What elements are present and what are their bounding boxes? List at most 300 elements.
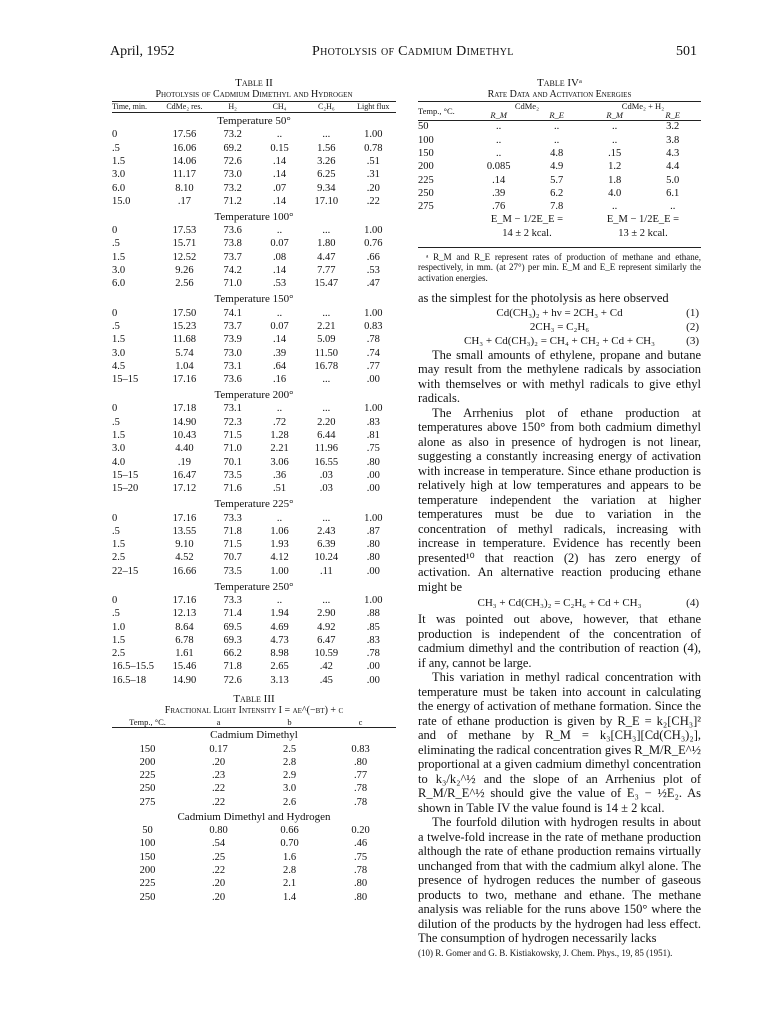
table2-row [112, 416, 396, 429]
table3-cell: .20 [211, 878, 226, 890]
table2-row [112, 195, 396, 208]
table2-cell: 1.93 [270, 539, 289, 551]
table4-row [418, 187, 701, 200]
table2-cell: 15.46 [172, 661, 197, 673]
right-column [418, 78, 701, 958]
table4-cell: .14 [492, 174, 506, 186]
running-title: Photolysis of Cadmium Dimethyl [312, 44, 514, 59]
table2-cell: 69.3 [223, 634, 242, 646]
table-4 [418, 101, 701, 241]
table2-cell: ... [322, 595, 331, 606]
table2-cell: 73.2 [223, 129, 242, 141]
table2-cell: .14 [272, 169, 287, 181]
table4-cell: 50 [418, 121, 429, 133]
paragraph-3: It was pointed out above, however, that ethane production is independent of the concentration of cadmium dimethyl and the contribution of reaction (4), if any, cannot be large. [418, 612, 701, 670]
table2-section-heading: Temperature 150° [214, 293, 294, 306]
table2-cell: .53 [366, 265, 380, 277]
table2-col-2: H₂ [209, 102, 257, 113]
table3-cell: 50 [142, 825, 153, 837]
table2-row [112, 156, 396, 169]
table3-cell: .22 [211, 864, 226, 876]
table2-cell: 0.15 [270, 142, 289, 154]
table3-col-3: c [325, 717, 396, 728]
table4-cell: 5.7 [550, 174, 564, 186]
table2-cell: 12.13 [172, 608, 197, 620]
table2-cell: .51 [272, 483, 287, 495]
table4-cell: .. [670, 201, 676, 213]
table2-col-5: Light flux [351, 102, 397, 113]
table3-cell: 0.17 [209, 743, 228, 755]
table3-section-heading: Cadmium Dimethyl [210, 729, 298, 742]
table2-row [112, 456, 396, 469]
table2-cell: 16.78 [314, 360, 339, 372]
table2-cell: 0.78 [364, 142, 383, 154]
table2-cell: 15.0 [112, 195, 131, 207]
table2-row [112, 648, 396, 661]
table2-cell: 2.90 [317, 608, 336, 620]
table3-cell: 100 [139, 838, 156, 850]
table3-cell: 0.66 [280, 825, 299, 837]
equation-3-text: CH₃ + Cd(CH₃)₂ = CH₄ + CH₂ + Cd + CH₃ [464, 334, 655, 347]
table2-section-heading: Temperature 200° [214, 389, 294, 402]
table3-cell: 1.4 [282, 891, 297, 903]
table4-cell: 4.4 [666, 161, 680, 173]
table3-row [112, 783, 396, 796]
table2-row [112, 182, 396, 195]
table2-cell: 2.5 [112, 648, 126, 660]
table2-cell: 0 [112, 307, 118, 319]
table2-row [112, 334, 396, 347]
table2-cell: 10.24 [314, 552, 339, 564]
table2-cell: 11.96 [314, 443, 338, 455]
table2-cell: 1.5 [112, 155, 126, 167]
table2-section-heading: Temperature 250° [214, 580, 294, 593]
table3-cell: 250 [139, 891, 156, 903]
table2-cell: 0.83 [364, 320, 383, 332]
table3-cell: .54 [211, 838, 226, 850]
table2-cell: .45 [319, 674, 333, 686]
table2-cell: .19 [177, 456, 191, 468]
table2-row [112, 635, 396, 648]
t4-energy-2-label: E_M − 1/2E_E = [606, 214, 680, 226]
table2-row [112, 129, 396, 142]
table2-cell: .22 [366, 195, 380, 207]
table-4-label: Table IVᵃ [537, 77, 582, 89]
table2-cell: 1.61 [175, 648, 194, 660]
table2-cell: 6.44 [317, 430, 336, 442]
table4-cell: 150 [418, 147, 434, 159]
table3-row [112, 796, 396, 809]
table2-row [112, 443, 396, 456]
table4-cell: .. [496, 147, 502, 159]
table3-cell: .77 [353, 770, 368, 782]
table2-cell: 71.5 [223, 539, 242, 551]
table4-cell: 6.1 [666, 187, 680, 199]
table-3 [112, 717, 396, 905]
table2-cell: 0 [112, 129, 118, 141]
table3-cell: 150 [139, 743, 156, 755]
table2-cell: 71.0 [223, 443, 242, 455]
table2-cell: 1.04 [175, 360, 194, 372]
table2-row [112, 265, 396, 278]
table2-cell: 9.26 [175, 265, 194, 277]
table2-cell: .20 [366, 182, 380, 194]
table4-cell: 1.2 [608, 161, 622, 173]
table2-cell: 3.13 [270, 674, 289, 686]
table2-row [112, 251, 396, 264]
table2-cell: ... [322, 403, 331, 415]
table2-cell: 1.0 [112, 621, 126, 633]
table2-cell: 11.50 [314, 347, 338, 359]
table2-cell: 14.06 [172, 155, 197, 167]
table4-cell: .. [612, 201, 618, 213]
table2-cell: 4.40 [175, 443, 194, 455]
table2-cell: 73.1 [223, 360, 242, 372]
paragraph-4: This variation in methyl radical concentration with temperature must be taken into account in calculating the energy of activation of methane formation. Since the rate of ethane production is given by R_E = k₂[CH₃]² and of methane by R_M = k₃[CH₃][Cd(CH₃)₂], eliminating the radical concentration gives R_M/R_E^½ proportional at a given cadmium dimethyl concentration to k₃/k₂^½ and the slope of an Arrhenius plot of R_M/R_E^½ should give the value of E₃ − ½E₂. As shown in Table IV the value found is 14 ± 2 kcal. [418, 670, 701, 815]
table-4-rule [418, 247, 701, 248]
table2-cell: .5 [112, 525, 120, 537]
table4-cell: .. [554, 121, 560, 133]
table2-cell: 73.3 [223, 595, 242, 606]
table2-cell: .. [276, 129, 283, 141]
table3-cell: 0.83 [351, 743, 370, 755]
table3-row [112, 838, 396, 851]
running-date: April, 1952 [110, 44, 175, 59]
table-2-title: Photolysis of Cadmium Dimethyl and Hydrogen [155, 89, 353, 100]
table2-cell: 10.59 [314, 648, 339, 660]
table2-cell: 15.47 [314, 278, 339, 290]
table3-cell: 200 [139, 756, 156, 768]
table2-cell: 66.2 [223, 648, 242, 660]
table2-cell: 71.5 [223, 430, 242, 442]
table4-cell: 250 [418, 187, 434, 199]
table4-row [418, 121, 701, 135]
table2-cell: 3.0 [112, 443, 126, 455]
table2-cell: 17.50 [172, 307, 197, 319]
table2-cell: 74.1 [223, 307, 242, 319]
table2-cell: .08 [272, 251, 287, 263]
table2-cell: 6.47 [317, 634, 336, 646]
table2-cell: 2.20 [317, 416, 336, 428]
table2-row [112, 360, 396, 373]
table2-cell: ... [322, 307, 331, 319]
table2-cell: .75 [366, 443, 380, 455]
table2-cell: .85 [366, 621, 380, 633]
table2-col-3: CH₄ [257, 102, 302, 113]
table2-section-heading: Temperature 225° [214, 498, 294, 511]
table2-cell: 12.52 [172, 251, 197, 263]
table3-row [112, 756, 396, 769]
table2-cell: 16.5–15.5 [112, 661, 154, 673]
table2-cell: 17.10 [314, 195, 339, 207]
table3-col-2: b [254, 717, 325, 728]
table2-cell: 4.73 [270, 634, 289, 646]
table3-cell: .80 [353, 878, 368, 890]
table4-row [418, 201, 701, 214]
table4-cell: 3.8 [666, 134, 680, 146]
table3-cell: .78 [353, 796, 368, 808]
table2-col-0: Time, min. [112, 102, 160, 113]
paragraph-intro: as the simplest for the photolysis as here observed [418, 291, 669, 306]
table2-cell: .16 [272, 374, 287, 386]
equation-3 [418, 334, 701, 348]
table2-cell: 16.55 [314, 456, 339, 468]
table2-row [112, 374, 396, 387]
table4-row [418, 148, 701, 161]
table2-cell: 15–15 [112, 469, 139, 481]
table3-col-0: Temp., °C. [112, 717, 183, 728]
table2-cell: 11.17 [172, 169, 197, 181]
table2-cell: 70.7 [223, 552, 242, 564]
table2-cell: .00 [366, 469, 380, 481]
table2-cell: .78 [366, 648, 380, 660]
table3-row [112, 825, 396, 838]
table2-cell: .00 [366, 483, 380, 495]
table2-cell: 1.00 [364, 307, 383, 319]
table2-cell: .81 [366, 430, 380, 442]
table2-cell: 15–15 [112, 374, 139, 386]
table3-row [112, 865, 396, 878]
table2-cell: 4.0 [112, 456, 126, 468]
table2-cell: 72.3 [223, 416, 242, 428]
table2-cell: 2.21 [270, 443, 289, 455]
table3-cell: 2.6 [282, 796, 297, 808]
table2-cell: .00 [366, 674, 380, 686]
table2-row [112, 225, 396, 238]
table3-cell: .22 [211, 783, 226, 795]
table2-cell: 1.80 [317, 238, 336, 250]
table3-cell: 0.70 [280, 838, 299, 850]
table2-cell: .14 [272, 265, 287, 277]
table2-cell: .14 [272, 155, 287, 167]
table2-col-4: C₂H₆ [302, 102, 350, 113]
table2-cell: 1.00 [270, 565, 289, 577]
table2-cell: 0.07 [270, 320, 289, 332]
table2-cell: 73.5 [223, 565, 242, 577]
table2-cell: 3.0 [112, 347, 126, 359]
paragraph-2: The Arrhenius plot of ethane production at temperatures above 150° from both cadmium dimethyl alone as also in presence of hydrogen is not linear, suggesting a constantly increasing energy of activation with increase in temperature. Since ethane production is relatively high at low temperatures and appears to be temperature independent the variation at higher temperatures must be due to variation in the concentration of methyl radicals, increasing with increase in temperature. Evidence has recently been presented¹⁰ that reaction (2) has zero energy of activation. An alternative reaction producing ethane might be [418, 405, 701, 594]
table4-cell: 5.0 [666, 174, 680, 186]
table3-cell: 3.0 [282, 783, 297, 795]
table2-cell: .. [276, 512, 283, 524]
table3-cell: .46 [353, 838, 368, 850]
table2-cell: 1.00 [364, 403, 383, 415]
table2-row [112, 278, 396, 291]
table2-cell: 10.43 [172, 430, 197, 442]
table2-cell: 1.5 [112, 251, 126, 263]
table2-cell: 1.00 [364, 512, 383, 524]
table3-cell: .22 [211, 796, 226, 808]
table2-cell: .14 [272, 334, 287, 346]
table2-cell: 6.0 [112, 278, 126, 290]
table2-cell: 2.56 [175, 278, 194, 290]
equation-3-number: (3) [686, 334, 699, 347]
table3-cell: .20 [211, 891, 226, 903]
reference-10: (10) R. Gomer and G. B. Kistiakowsky, J. Chem. Phys., 19, 85 (1951). [418, 947, 673, 958]
table3-col-1: a [183, 717, 254, 728]
table2-cell: .80 [366, 539, 380, 551]
table-4-title: Rate Data and Activation Energies [487, 89, 632, 100]
table3-row [112, 743, 396, 756]
table2-cell: 73.6 [223, 374, 242, 386]
table2-cell: .39 [272, 347, 287, 359]
table2-cell: 17.56 [172, 129, 197, 141]
table2-cell: 5.74 [175, 347, 194, 359]
table2-cell: 5.09 [317, 334, 336, 346]
table2-cell: 2.43 [317, 525, 336, 537]
table2-cell: 8.64 [175, 621, 194, 633]
table3-cell: .23 [211, 770, 226, 782]
page-number: 501 [676, 44, 697, 59]
table2-cell: 17.53 [172, 225, 197, 237]
table2-row [112, 321, 396, 334]
table2-row [112, 483, 396, 496]
table2-cell: 6.0 [112, 182, 126, 194]
table2-row [112, 403, 396, 416]
table2-cell: .77 [366, 360, 380, 372]
table2-cell: 0 [112, 595, 118, 606]
table2-cell: 9.34 [317, 182, 336, 194]
table2-row [112, 142, 396, 155]
table3-cell: 200 [139, 864, 156, 876]
left-column [112, 78, 396, 904]
table2-cell: 6.39 [317, 539, 336, 551]
table2-cell: 4.69 [270, 621, 289, 633]
table2-cell: 4.52 [175, 552, 194, 564]
table2-cell: .07 [272, 182, 287, 194]
table2-cell: 8.10 [175, 182, 194, 194]
table2-cell: 16.06 [172, 142, 197, 154]
t4-sub-rm-2: R_M [606, 110, 623, 120]
table2-row [112, 470, 396, 483]
table2-row [112, 525, 396, 538]
table4-cell: 3.2 [666, 121, 680, 133]
table4-cell: 225 [418, 174, 434, 186]
table2-row [112, 539, 396, 552]
table3-cell: .78 [353, 864, 368, 876]
table3-cell: 2.5 [282, 743, 297, 755]
table2-cell: 73.7 [223, 320, 242, 332]
table-3-label: Table III [233, 692, 275, 705]
table2-cell: ... [322, 512, 331, 524]
table2-cell: 14.90 [172, 416, 197, 428]
table2-cell: 71.8 [223, 525, 242, 537]
table2-cell: 16.66 [172, 565, 197, 577]
table2-cell: 4.92 [317, 621, 336, 633]
table4-cell: 4.0 [608, 187, 622, 199]
table2-cell: .. [276, 403, 283, 415]
table4-cell: .. [554, 134, 560, 146]
table2-cell: 71.4 [223, 608, 242, 620]
table4-cell: .. [496, 134, 502, 146]
table4-cell: 6.2 [550, 187, 564, 199]
table2-row [112, 169, 396, 182]
table2-cell: .42 [319, 661, 333, 673]
table2-cell: 3.26 [317, 155, 336, 167]
table2-cell: 0.07 [270, 238, 289, 250]
table2-cell: 7.77 [317, 265, 336, 277]
table3-cell: .25 [211, 851, 226, 863]
table2-cell: 15.71 [172, 238, 197, 250]
table2-cell: 1.94 [270, 608, 289, 620]
equation-1-number: (1) [686, 306, 699, 319]
table2-cell: 72.6 [223, 674, 242, 686]
table2-cell: 73.2 [223, 182, 242, 194]
t4-head-group-2: CdMe₂ + H₂ [621, 101, 665, 111]
table3-cell: 225 [139, 878, 156, 890]
table3-cell: .75 [353, 851, 368, 863]
table2-row [112, 608, 396, 621]
table2-cell: 0 [112, 512, 118, 524]
table4-cell: .. [612, 134, 618, 146]
table2-cell: .00 [366, 565, 380, 577]
table2-cell: .31 [366, 169, 380, 181]
equation-4-text: CH₃ + Cd(CH₃)₂ = C₂H₆ + Cd + CH₃ [477, 597, 642, 610]
t4-energy-1-value: 14 ± 2 kcal. [502, 227, 552, 239]
t4-energy-2-value: 13 ± 2 kcal. [618, 227, 668, 239]
table2-cell: 15.23 [172, 320, 197, 332]
t4-head-temp: Temp., °C. [418, 105, 455, 116]
table3-cell: 2.1 [282, 878, 297, 890]
table2-row [112, 430, 396, 443]
table4-cell: 100 [418, 134, 434, 146]
table2-cell: 69.2 [223, 142, 242, 154]
table2-cell: 1.00 [364, 225, 383, 237]
table2-cell: 1.00 [364, 595, 383, 606]
table2-cell: 2.21 [317, 320, 336, 332]
t4-sub-rm-1: R_M [490, 110, 507, 120]
table2-cell: 17.18 [172, 403, 197, 415]
table2-cell: .47 [366, 278, 380, 290]
table3-row [112, 891, 396, 904]
table2-cell: 15–20 [112, 483, 139, 495]
paragraph-1: The small amounts of ethylene, propane and butane may result from the methylene radicals by association with themselves or with methyl radicals to give ethyl radicals. [418, 347, 701, 406]
table2-row [112, 307, 396, 320]
table2-cell: 6.25 [317, 169, 336, 181]
table2-cell: 73.6 [223, 225, 242, 237]
table2-cell: 11.68 [172, 334, 197, 346]
table2-cell: .5 [112, 608, 120, 620]
table2-cell: ... [322, 225, 331, 237]
table3-section-heading: Cadmium Dimethyl and Hydrogen [177, 810, 331, 823]
table2-cell: 17.16 [172, 595, 197, 606]
table3-row [112, 878, 396, 891]
table2-cell: 13.55 [172, 525, 197, 537]
table2-cell: 1.5 [112, 334, 126, 346]
table2-cell: .88 [366, 608, 380, 620]
table3-cell: 250 [139, 783, 156, 795]
equation-1-text: Cd(CH₃)₂ + hν = 2CH₃ + Cd [496, 306, 623, 319]
table2-row [112, 674, 396, 687]
table4-row [418, 134, 701, 147]
table4-cell: 200 [418, 161, 434, 173]
table3-cell: 225 [139, 770, 156, 782]
table3-cell: 0.80 [209, 825, 228, 837]
table2-cell: 4.47 [317, 251, 336, 263]
table3-cell: 2.8 [282, 756, 297, 768]
table2-cell: .03 [319, 483, 333, 495]
table2-cell: .. [276, 307, 283, 319]
table4-cell: 1.8 [608, 174, 622, 186]
table3-cell: .80 [353, 756, 368, 768]
table2-row [112, 565, 396, 578]
table2-cell: 1.5 [112, 539, 126, 551]
table2-cell: 14.90 [172, 674, 197, 686]
table3-cell: 150 [139, 851, 156, 863]
table2-cell: .00 [366, 661, 380, 673]
table2-col-1: CdMe₂ res. [160, 102, 208, 113]
table2-cell: 1.5 [112, 430, 126, 442]
